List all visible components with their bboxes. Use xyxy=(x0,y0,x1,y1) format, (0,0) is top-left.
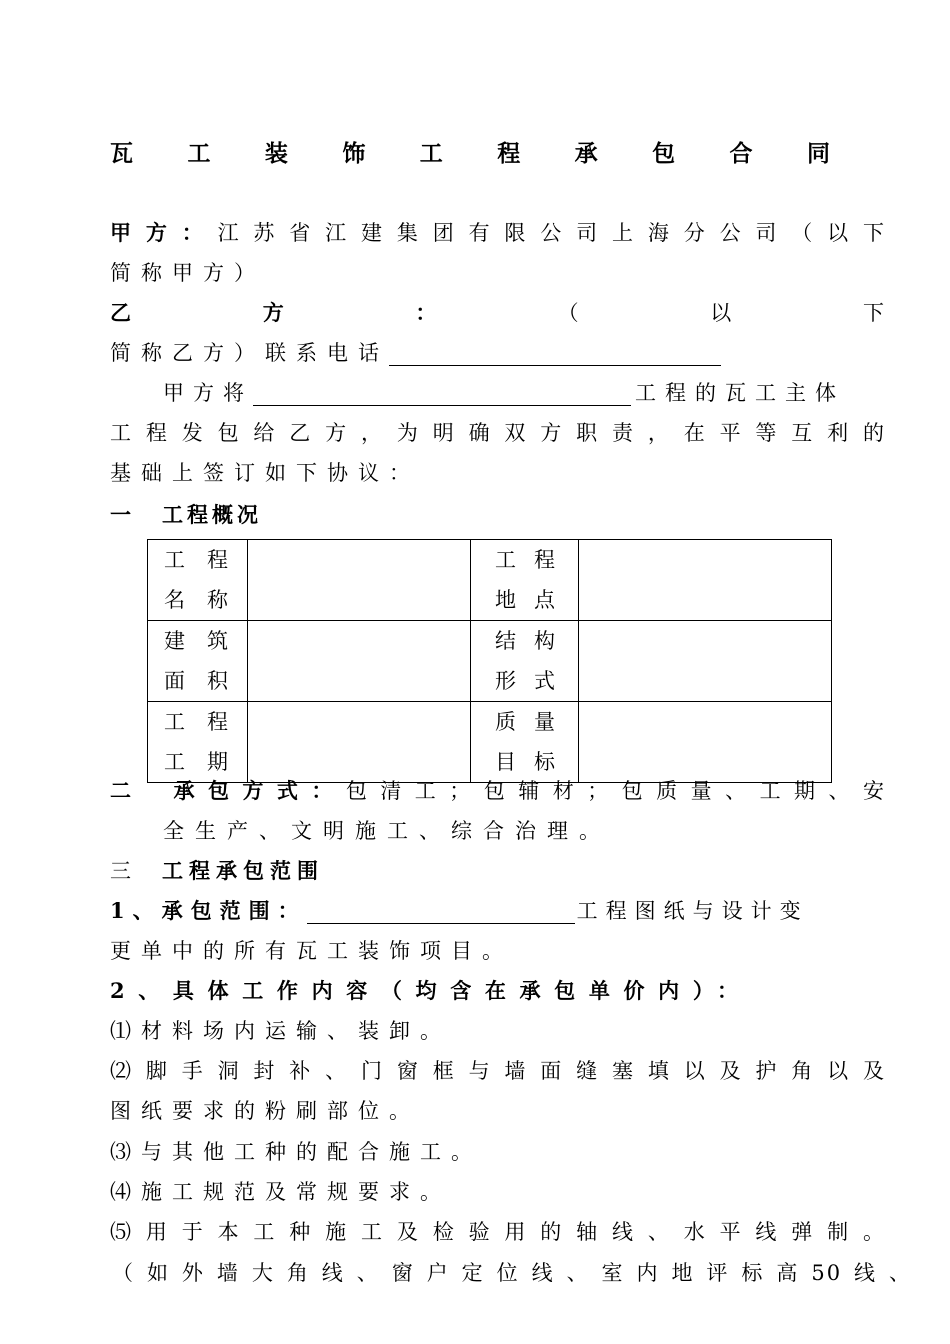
table-row xyxy=(148,621,832,702)
intro-line-3: 基础上签订如下协议： xyxy=(110,461,420,485)
section-1-heading xyxy=(110,495,886,535)
item-1-line xyxy=(110,891,886,931)
section-2-text: 包清工；包辅材；包质量、工期、安 xyxy=(345,779,887,803)
value-cell xyxy=(579,540,832,621)
party-a-line xyxy=(110,213,886,253)
value-cell xyxy=(579,621,832,702)
intro-line-2: 工程发包给乙方，为明确双方职责，在平等互利的 xyxy=(110,421,886,445)
table-row xyxy=(148,540,832,621)
party-b-contact xyxy=(110,333,886,373)
label-cell: 建筑 面积 xyxy=(148,621,248,702)
label-cell: 工程 名称 xyxy=(148,540,248,621)
item-2-heading: 2、具体工作内容（均含在承包单价内）： xyxy=(110,978,740,1003)
section-1-num: 一 xyxy=(110,502,135,527)
label-cell: 结构 形式 xyxy=(471,621,579,702)
work-item-2-cont: 图纸要求的粉刷部位。 xyxy=(110,1099,420,1123)
intro-prefix: 甲方将 xyxy=(163,381,253,405)
item-1-label: 1、承包范围： xyxy=(110,898,307,923)
intro-line xyxy=(163,373,886,413)
label-cell: 工程 地点 xyxy=(471,540,579,621)
section-1-title: 工程概况 xyxy=(162,502,262,527)
party-b-label: 乙方： xyxy=(110,300,569,325)
party-a-name: 江苏省江建集团有限公司上海分公司（以下 xyxy=(217,221,887,245)
work-item-3: ⑶与其他工种的配合施工。 xyxy=(110,1140,482,1164)
overview-table xyxy=(147,539,832,783)
project-name-blank xyxy=(253,378,631,406)
work-item-4: ⑷施工规范及常规要求。 xyxy=(110,1180,451,1204)
section-2-title: 承包方式： xyxy=(162,778,346,803)
item-1-text-2: 更单中的所有瓦工装饰项目。 xyxy=(110,939,513,963)
section-3-heading xyxy=(110,851,886,891)
work-item-5-cont: （如外墙大角线、窗户定位线、室内地评标高50线、 xyxy=(112,1261,912,1285)
party-b-suffix: （以下 xyxy=(568,301,887,325)
work-item-1: ⑴材料场内运输、装卸。 xyxy=(110,1019,451,1043)
section-3-num: 三 xyxy=(110,859,137,883)
label-cell: 工程 工期 xyxy=(148,702,248,783)
value-cell xyxy=(248,540,471,621)
item-1-suffix: 工程图纸与设计变 xyxy=(576,899,809,923)
party-a-label: 甲方： xyxy=(110,220,218,245)
label-cell: 质量 目标 xyxy=(471,702,579,783)
work-item-2: ⑵脚手洞封补、门窗框与墙面缝塞填以及护角以及 xyxy=(110,1059,886,1083)
intro-suffix: 工程的瓦工主体 xyxy=(635,381,845,405)
section-3-title: 工程承包范围 xyxy=(162,858,324,883)
section-2-line xyxy=(110,771,886,811)
party-a-note: 简称甲方） xyxy=(110,261,265,285)
scope-blank xyxy=(307,896,575,924)
contract-title: 瓦工装饰工程承包合同 xyxy=(110,140,830,167)
party-b-line xyxy=(110,293,886,333)
section-2-num: 二 xyxy=(110,778,131,803)
party-b-note: 简称乙方）联系电话 xyxy=(110,341,389,365)
value-cell xyxy=(248,621,471,702)
phone-blank xyxy=(389,338,721,366)
work-item-5: ⑸用于本工种施工及检验用的轴线、水平线弹制。 xyxy=(110,1220,886,1244)
section-2-text-2: 全生产、文明施工、综合治理。 xyxy=(163,819,611,843)
